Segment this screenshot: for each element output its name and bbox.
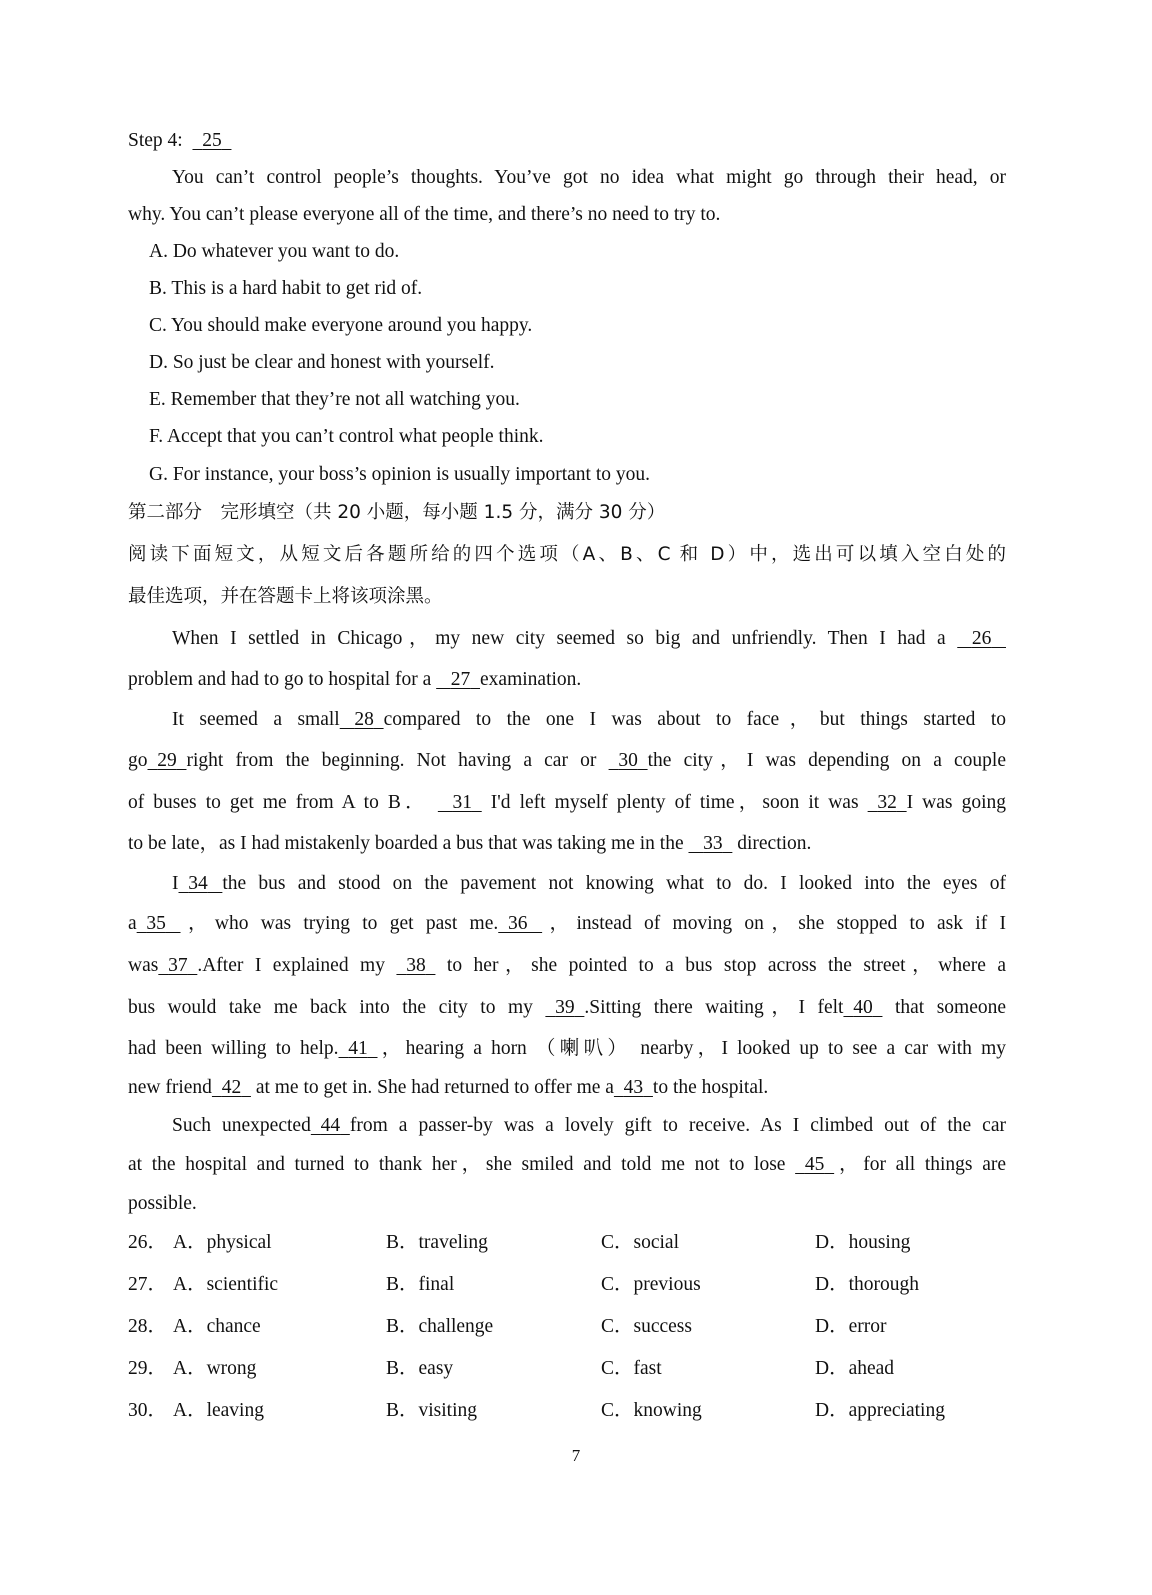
blank-number: 39 <box>555 997 575 1018</box>
passage-text: from a passer-by was a lovely gift to receive. As I climbed out of the car <box>349 1115 1006 1136</box>
choice-d: D．thorough <box>815 1274 919 1295</box>
choice-b: B．visiting <box>386 1400 478 1421</box>
passage-text: to the hospital. <box>652 1077 769 1098</box>
passage-line-1 <box>172 626 1006 652</box>
blank-29 <box>148 748 187 774</box>
option-d: D. So just be clear and honest with yourself. <box>149 352 495 373</box>
blank-number: 29 <box>157 750 177 771</box>
passage-line-10 <box>128 995 1006 1021</box>
section-instruction-line-2: 最佳选项，并在答题卡上将该项涂黑。 <box>128 586 443 607</box>
question-26 <box>128 1229 1006 1257</box>
passage-line-13 <box>172 1113 1006 1139</box>
choice-d: D．appreciating <box>815 1400 945 1421</box>
passage-text: that someone <box>894 997 1007 1018</box>
passage-text: ，hearing a horn （喇叭） nearby，I looked up to see a car with my <box>377 1038 1006 1059</box>
page-number: 7 <box>571 1446 581 1465</box>
blank-number: 43 <box>623 1077 644 1098</box>
choice-b: B．traveling <box>386 1232 488 1253</box>
option-e: E. Remember that they’re not all watching you. <box>149 389 520 410</box>
passage-text: .Sitting there waiting，I felt <box>584 997 844 1018</box>
blank-31 <box>438 790 482 816</box>
blank-30 <box>609 748 648 774</box>
passage-line-7 <box>172 871 1006 897</box>
blank-number: 42 <box>221 1077 242 1098</box>
passage-text: compared to the one I was about to face，but things started to <box>383 709 1006 730</box>
blank-number: 40 <box>853 997 873 1018</box>
blank-28 <box>340 707 384 733</box>
passage-text: ，for all things are <box>834 1154 1006 1175</box>
blank-number: 25 <box>202 130 222 151</box>
choice-c: C．success <box>601 1316 692 1337</box>
blank-number: 36 <box>508 913 528 934</box>
passage-line-12 <box>128 1075 1006 1101</box>
question-30 <box>128 1397 1006 1425</box>
choice-a: A．wrong <box>173 1358 257 1379</box>
choice-c: C．social <box>601 1232 679 1253</box>
choice-a: A．physical <box>173 1232 272 1253</box>
choice-c: C．knowing <box>601 1400 702 1421</box>
option-b: B. This is a hard habit to get rid of. <box>149 278 423 299</box>
choice-a: A．chance <box>173 1316 261 1337</box>
passage-text: at me to get in. She had returned to offer me a <box>255 1077 614 1098</box>
choice-a: A．scientific <box>173 1274 279 1295</box>
passage-text: ，who was trying to get past me. <box>180 913 499 934</box>
passage-line-14 <box>128 1152 1006 1178</box>
choice-b: B．final <box>386 1274 455 1295</box>
step-label: Step 4: <box>128 130 183 151</box>
passage-text: had been willing to help. <box>128 1038 339 1059</box>
blank-number: 33 <box>703 833 723 854</box>
question-number: 30． <box>128 1400 168 1421</box>
blank-number: 41 <box>348 1038 368 1059</box>
blank-number: 30 <box>618 750 638 771</box>
blank-43 <box>614 1075 653 1101</box>
passage-text: examination. <box>480 669 582 690</box>
passage-text: When I settled in Chicago，my new city seemed so big and unfriendly. Then I had a <box>172 628 946 649</box>
passage-text: I <box>172 873 179 894</box>
blank-36 <box>498 911 542 937</box>
question-number: 29． <box>128 1358 168 1379</box>
blank-number: 37 <box>168 955 188 976</box>
blank-44 <box>311 1113 350 1139</box>
blank-37 <box>158 953 197 979</box>
passage-text: a <box>128 913 137 934</box>
question-28 <box>128 1313 1006 1341</box>
blank-number: 38 <box>406 955 426 976</box>
passage-text: go <box>128 750 148 771</box>
passage-line-4 <box>128 748 1006 774</box>
blank-number: 31 <box>452 792 472 813</box>
blank-number: 45 <box>804 1154 825 1175</box>
passage-line-6 <box>128 831 1006 857</box>
section-title: 第二部分 完形填空（共 20 小题，每小题 1.5 分，满分 30 分） <box>128 502 666 523</box>
blank-42 <box>212 1075 251 1101</box>
blank-41 <box>339 1036 378 1062</box>
blank-number: 26 <box>971 628 992 649</box>
step-heading <box>128 128 1006 154</box>
blank-26 <box>957 626 1006 652</box>
option-g: G. For instance, your boss’s opinion is usually important to you. <box>149 464 651 485</box>
passage-text: problem and had to go to hospital for a <box>128 669 432 690</box>
blank-number: 27 <box>450 669 471 690</box>
passage-line-9 <box>128 953 1006 979</box>
option-c: C. You should make everyone around you happy. <box>149 315 533 336</box>
passage-text: I was going <box>906 792 1006 813</box>
blank-32 <box>868 790 907 816</box>
blank-34 <box>179 871 223 897</box>
passage-text: .After I explained my <box>197 955 385 976</box>
question-27 <box>128 1271 1006 1299</box>
choice-d: D．housing <box>815 1232 911 1253</box>
passage-text: I'd left myself plenty of time，soon it was <box>490 792 859 813</box>
blank-number: 32 <box>877 792 897 813</box>
passage-text: the bus and stood on the pavement not knowing what to do. I looked into the eyes of <box>222 873 1006 894</box>
blank-38 <box>396 953 435 979</box>
choice-a: A．leaving <box>173 1400 264 1421</box>
passage-text: ，instead of moving on，she stopped to ask if I <box>542 913 1006 934</box>
blank-40 <box>843 995 882 1021</box>
blank-35 <box>137 911 181 937</box>
passage-line-15: possible. <box>128 1193 197 1214</box>
passage-text: of buses to get me from A to B． <box>128 792 429 813</box>
passage-text: to be late，as I had mistakenly boarded a bus that was taking me in the <box>128 833 684 854</box>
blank-33 <box>688 831 732 857</box>
passage-text: right from the beginning. Not having a car or <box>186 750 597 771</box>
passage-text: Such unexpected <box>172 1115 311 1136</box>
blank-number: 34 <box>188 873 208 894</box>
blank-45 <box>795 1152 834 1178</box>
option-a: A. Do whatever you want to do. <box>149 241 400 262</box>
passage-text: direction. <box>737 833 812 854</box>
question-29 <box>128 1355 1006 1383</box>
passage-line-8 <box>128 911 1006 937</box>
passage-line-11 <box>128 1036 1006 1062</box>
passage-text: was <box>128 955 159 976</box>
step-paragraph-line-2: why. You can’t please everyone all of the time, and there’s no need to try to. <box>128 204 721 225</box>
choice-c: C．fast <box>601 1358 662 1379</box>
passage-line-2 <box>128 667 1006 693</box>
passage-text: to her，she pointed to a bus stop across the street，where a <box>446 955 1006 976</box>
passage-text: It seemed a small <box>172 709 340 730</box>
passage-text: new friend <box>128 1077 212 1098</box>
choice-b: B．easy <box>386 1358 454 1379</box>
choice-d: D．ahead <box>815 1358 895 1379</box>
blank-number: 28 <box>354 709 374 730</box>
question-number: 27． <box>128 1274 168 1295</box>
passage-line-3 <box>172 707 1006 733</box>
blank-27 <box>436 667 480 693</box>
option-f: F. Accept that you can’t control what people think. <box>149 426 544 447</box>
question-number: 28． <box>128 1316 168 1337</box>
choice-d: D．error <box>815 1316 887 1337</box>
blank-39 <box>545 995 584 1021</box>
choice-c: C．previous <box>601 1274 701 1295</box>
passage-text: at the hospital and turned to thank her，she smiled and told me not to lose <box>128 1154 786 1175</box>
passage-text: bus would take me back into the city to my <box>128 997 533 1018</box>
choice-b: B．challenge <box>386 1316 494 1337</box>
question-number: 26． <box>128 1232 168 1253</box>
section-instruction-line-1: 阅读下面短文，从短文后各题所给的四个选项（A、B、C 和 D）中，选出可以填入空白处的 <box>128 544 1006 565</box>
passage-line-5 <box>128 790 1006 816</box>
blank-25 <box>192 128 231 154</box>
passage-text: the city，I was depending on a couple <box>647 750 1007 771</box>
blank-number: 35 <box>146 913 166 934</box>
step-paragraph-line-1: You can’t control people’s thoughts. You’ve got no idea what might go through their head, or <box>172 167 1006 188</box>
blank-number: 44 <box>320 1115 341 1136</box>
